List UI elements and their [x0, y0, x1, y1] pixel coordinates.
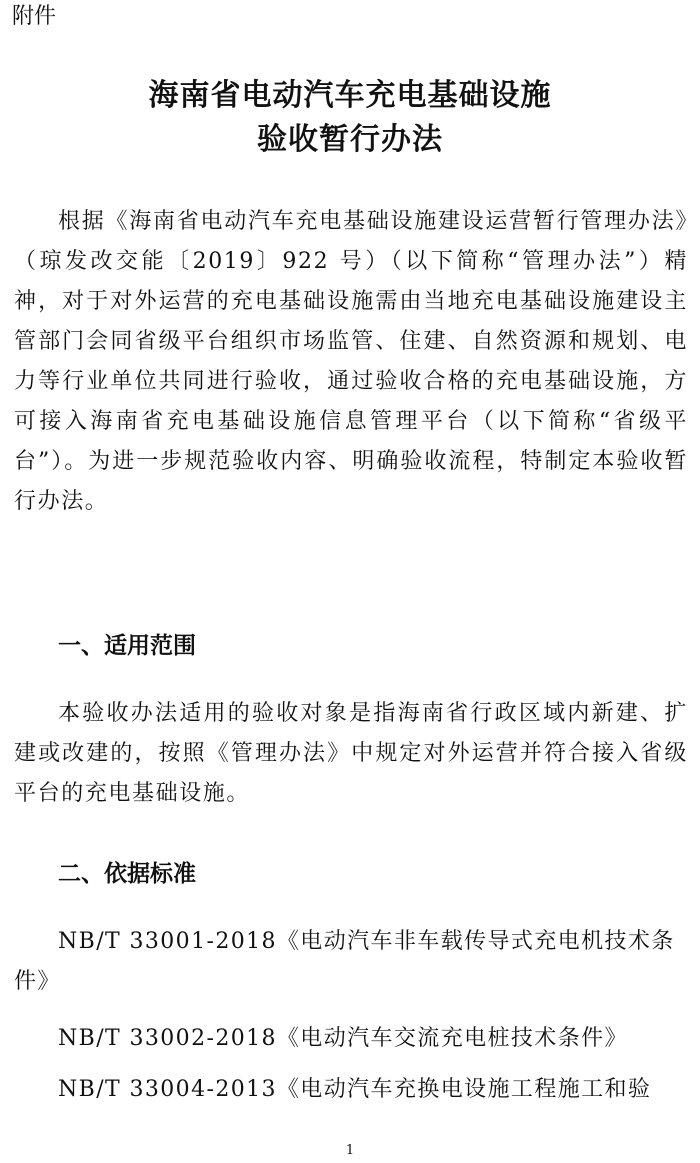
intro-paragraph: 根据《海南省电动汽车充电基础设施建设运营暂行管理办法》（琼发改交能〔2019〕922 号）（以下简称“管理办法”）精神，对于对外运营的充电基础设施需由当地充电基础设施建设主管部门会同省级平台组织市场监管、住建、自然资源和规划、电力等行业单位共同进行验收，通过验收合格的充电基础设施，方可接入海南省充电基础设施信息管理平台（以下简称“省级平台”）。为进一步规范验收内容、明确验收流程，特制定本验收暂行办法。 — [14, 209, 688, 514]
page-number: 1 — [345, 1143, 355, 1158]
section-2-heading: 二、依据标准 — [58, 861, 196, 887]
standard-item: NB/T 33002-2018《电动汽车交流充电桩技术条件》 — [58, 1026, 628, 1051]
section-1-body: 本验收办法适用的验收对象是指海南省行政区域内新建、扩建或改建的，按照《管理办法》中规定对外运营并符合接入省级平台的充电基础设施。 — [14, 701, 688, 806]
standard-item: NB/T 33004-2013《电动汽车充换电设施工程施工和验 — [58, 1077, 652, 1102]
document-title-line-2: 验收暂行办法 — [257, 122, 443, 157]
document-title-line-1: 海南省电动汽车充电基础设施 — [148, 78, 552, 113]
standard-item: NB/T 33001-2018《电动汽车非车载传导式充电机技术条件》 — [14, 929, 675, 994]
attachment-label: 附件 — [12, 4, 57, 29]
section-1-heading: 一、适用范围 — [58, 633, 196, 659]
